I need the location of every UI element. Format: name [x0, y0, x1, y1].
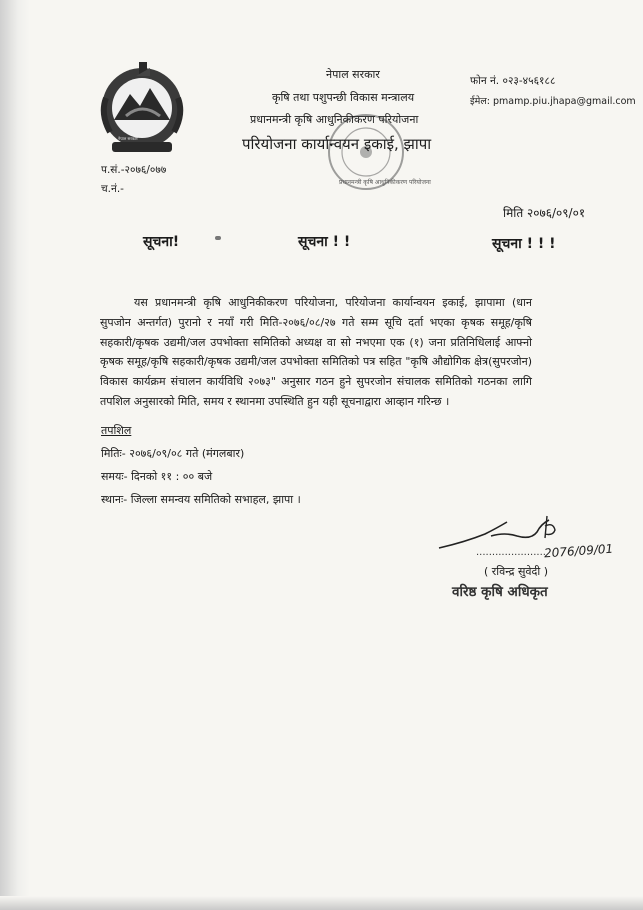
notice-body — [100, 293, 532, 412]
signature-dotted-line: ...................... — [476, 547, 546, 558]
reference-number: प.सं.-२०७६/०७७ — [101, 164, 167, 176]
meeting-date: मितिः- २०७६/०९/०८ गते (मंगलबार) — [101, 447, 245, 460]
notice-paragraph: यस प्रधानमन्त्री कृषि आधुनिकीकरण परियोजना, परियोजना कार्यान्वयन इकाई, झापामा (धान सुपजोन अन्तर्गत) पुरानो र नयाँ गरी मिति-२०७६/०८/२७ गते सम्म सूचि दर्ता भएका कृषक समूह/कृषि सहकारी/कृषक उद्यमी/जल उपभोक्ता समितिको अध्यक्ष वा सो नभएमा एक (१) जना प्रतिनिधिलाई आफ्नो कृषक समूह/कृषि सहकारी/कृषक उद्यमी/जल उपभोक्ता समितिको पत्र सहित "कृषि औद्योगिक क्षेत्र(सुपरजोन) विकास कार्यक्रम संचालन कार्यविधि २०७३" अनुसार गठन हुने सुपरजोन संचालक समितिको गठनका लागि तपशिल अनुसारको मिति, समय र स्थानमा उपस्थिति हुन यही सूचनाद्वारा आव्हान गरिन्छ । — [100, 296, 532, 408]
paper-left-edge — [0, 0, 30, 910]
signatory-title: वरिष्ठ कृषि अधिकृत — [452, 584, 548, 600]
notice-heading-1: सूचना! — [143, 234, 180, 250]
details-heading: तपशिल — [101, 424, 132, 437]
government-name: नेपाल सरकार — [326, 68, 380, 81]
meeting-time: समयः- दिनको ११ : ०० बजे — [101, 470, 213, 483]
dispatch-number: च.नं.- — [101, 183, 124, 195]
office-title: परियोजना कार्यान्वयन इकाई, झापा — [242, 135, 432, 153]
paper-bottom-edge — [0, 896, 643, 910]
ink-speck — [215, 236, 221, 240]
signatory-name: ( रविन्द्र सुवेदी ) — [484, 565, 549, 578]
notice-heading-2: सूचना ! ! — [298, 234, 351, 250]
government-emblem-icon — [96, 58, 188, 154]
email-address: ईमेल: pmamp.piu.jhapa@gmail.com — [470, 96, 636, 107]
phone-number: फोन नं. ०२३-४५६१८८ — [470, 75, 556, 87]
ministry-name: कृषि तथा पशुपन्छी विकास मन्त्रालय — [272, 91, 415, 104]
letter-date: मिति २०७६/०९/०१ — [503, 206, 586, 220]
stamp-text: प्रधानमन्त्री कृषि आधुनिकीकरण परियोजना — [339, 179, 431, 186]
project-name: प्रधानमन्त्री कृषि आधुनिकीकरण परियोजना — [250, 113, 419, 126]
notice-heading-3: सूचना ! ! ! — [492, 236, 556, 252]
meeting-venue: स्थानः- जिल्ला समन्वय समितिको सभाहल, झापा । — [101, 493, 301, 506]
signature-handwritten-date: 2076/09/01 — [543, 541, 614, 561]
emblem-ribbon-text: नेपाल सरकार — [118, 136, 138, 141]
